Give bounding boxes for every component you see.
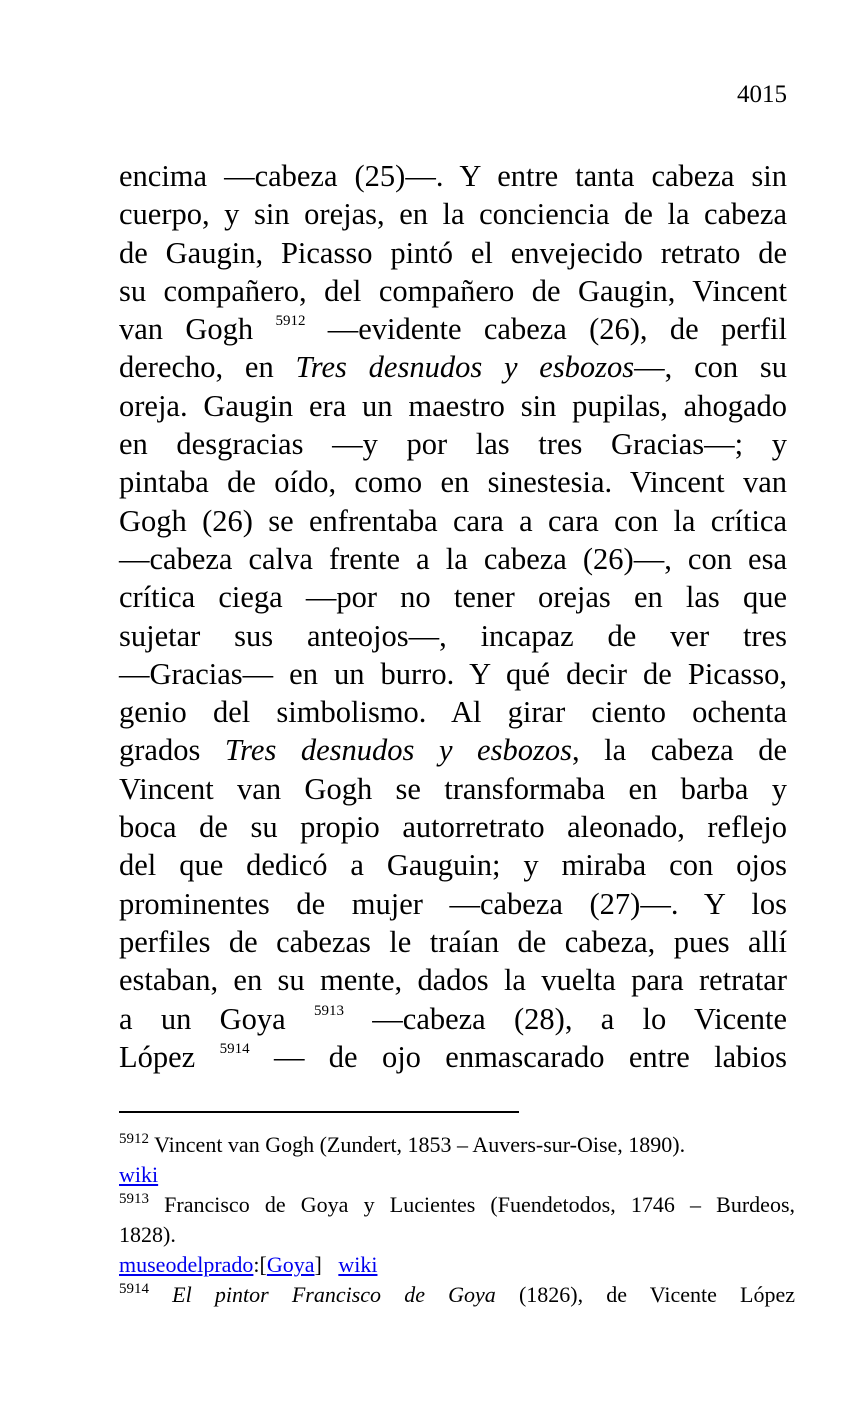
text-segment: —, con su (634, 350, 787, 385)
goya-link[interactable]: Goya (266, 1252, 315, 1277)
text-line: crítica ciega —por no tener orejas en las que (119, 580, 787, 615)
footnote-text: Vincent van Gogh (Zundert, 1853 – Auvers-sur-Oise, 1890). (154, 1132, 686, 1157)
text-line: genio del simbolismo. Al girar ciento ochenta (119, 695, 787, 730)
text-segment: López (119, 1039, 196, 1074)
text-line: cuerpo, y sin orejas, en la conciencia de la cabeza (119, 197, 787, 232)
footnote-number: 5912 (119, 1131, 149, 1147)
footnote-ref-5914: 5914 (219, 1040, 250, 1057)
text-line: en desgracias —y por las tres Gracias—; y (119, 427, 787, 462)
text-segment: a un Goya (119, 1001, 286, 1036)
text-line: de Gaugin, Picasso pintó el envejecido retrato de (119, 235, 787, 270)
bracket-close: ] (314, 1252, 322, 1277)
text-segment: , la cabeza de (571, 733, 787, 768)
text-segment: — de ojo enmascarado entre labios (273, 1039, 787, 1074)
footnote-5913 (119, 1190, 795, 1220)
footnote-text-continued: 1828). (119, 1222, 176, 1247)
text-line (119, 1000, 787, 1038)
text-line: Gogh (26) se enfrentaba cara a cara con la crítica (119, 503, 787, 538)
page-number: 4015 (737, 81, 787, 108)
footnote-links (119, 1250, 795, 1280)
footnote-ref-5912: 5912 (275, 313, 306, 330)
text-line (119, 731, 787, 769)
text-line: perfiles de cabezas le traían de cabeza, pues allí (119, 924, 787, 959)
footnote-divider (119, 1111, 519, 1113)
text-segment: grados (119, 733, 201, 768)
text-segment: van Gogh (119, 312, 254, 347)
text-line: estaban, en su mente, dados la vuelta para retratar (119, 963, 787, 998)
italic-title: Tres desnudos y esbozos (295, 350, 635, 385)
italic-title: Tres desnudos y esbozos (224, 733, 572, 768)
text-line (119, 348, 787, 386)
footnote-text: Francisco de Goya y Lucientes (Fuendetodos, 1746 – Burdeos, (164, 1192, 796, 1217)
text-segment: —cabeza (28), a lo Vicente (372, 1001, 788, 1036)
wiki-link[interactable]: wiki (338, 1252, 378, 1277)
text-segment: derecho, en (119, 350, 274, 385)
footnote-ref-5913: 5913 (313, 1002, 344, 1019)
text-line: prominentes de mujer —cabeza (27)—. Y los (119, 886, 787, 921)
text-line: sujetar sus anteojos—, incapaz de ver tres (119, 618, 787, 653)
text-line: —Gracias— en un burro. Y qué decir de Picasso, (119, 656, 787, 691)
footnotes (119, 1130, 795, 1310)
footnote-text: (1826), de Vicente López (518, 1282, 796, 1307)
wiki-link[interactable]: wiki (119, 1162, 159, 1187)
footnote-number: 5914 (119, 1281, 149, 1297)
footnote-number: 5913 (119, 1191, 149, 1207)
text-line: pintaba de oído, como en sinestesia. Vincent van (119, 465, 787, 500)
footnote-links (119, 1160, 795, 1190)
italic-title: El pintor Francisco de Goya (172, 1282, 496, 1307)
text-line (119, 310, 787, 348)
text-line: oreja. Gaugin era un maestro sin pupilas, ahogado (119, 388, 787, 423)
text-line: Vincent van Gogh se transformaba en barba y (119, 771, 787, 806)
text-line: del que dedicó a Gauguin; y miraba con ojos (119, 848, 787, 883)
museodelprado-link[interactable]: museodelprado (119, 1252, 254, 1277)
footnote-5914 (119, 1280, 795, 1310)
text-line: boca de su propio autorretrato aleonado, reflejo (119, 810, 787, 845)
bracket-open: :[ (253, 1252, 267, 1277)
footnote-5912 (119, 1130, 795, 1160)
body-text (119, 157, 787, 1076)
text-line (119, 1038, 787, 1076)
text-line: —cabeza calva frente a la cabeza (26)—, con esa (119, 541, 787, 576)
text-segment: —evidente cabeza (26), de perfil (327, 312, 787, 347)
text-line: su compañero, del compañero de Gaugin, Vincent (119, 273, 787, 308)
text-line: encima —cabeza (25)—. Y entre tanta cabeza sin (119, 159, 787, 193)
